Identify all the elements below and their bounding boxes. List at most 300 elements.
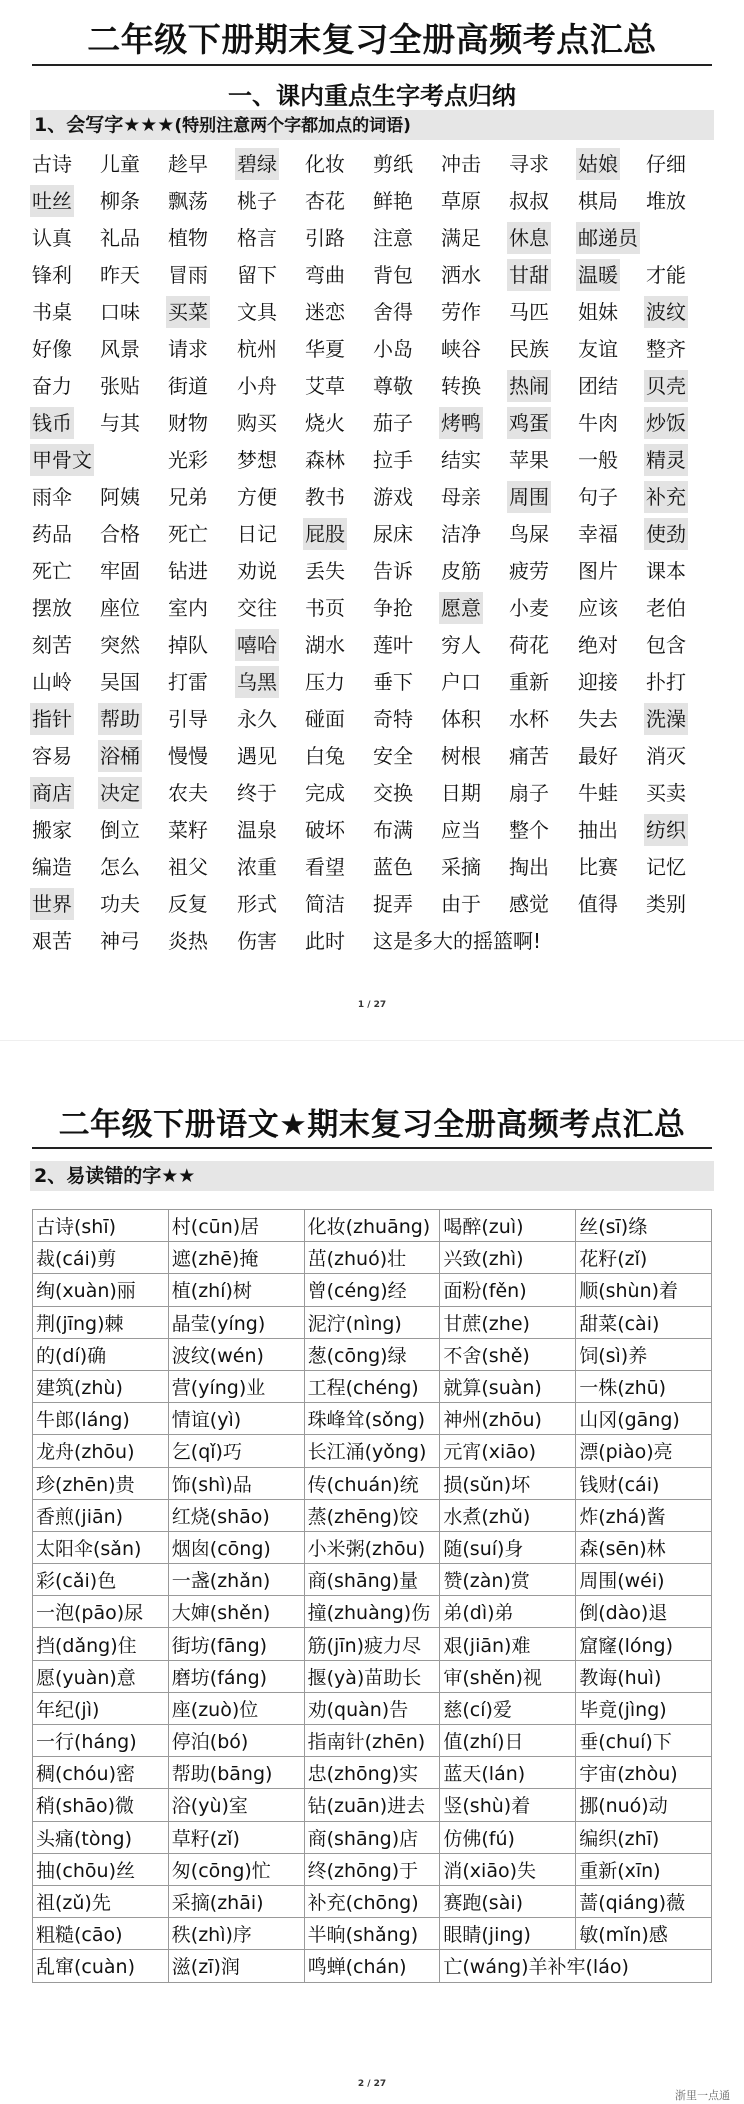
table-cell: 工程(chéng) [304, 1370, 440, 1402]
word: 类别 [646, 892, 686, 916]
table-cell: 森(sēn)林 [576, 1531, 712, 1563]
highlighted-word: 洗澡 [644, 703, 688, 735]
word: 记忆 [646, 855, 686, 879]
word: 趁早 [168, 152, 208, 176]
table-cell: 停泊(bó) [168, 1725, 304, 1757]
word: 慢慢 [168, 744, 208, 768]
word: 比赛 [578, 855, 618, 879]
table-cell: 一行(háng) [33, 1725, 169, 1757]
word: 马匹 [509, 300, 549, 324]
word: 失去 [578, 707, 618, 731]
table-cell: 劝(quàn)告 [304, 1692, 440, 1724]
table-cell: 乱窜(cuàn) [33, 1950, 169, 1982]
word: 重新 [509, 670, 549, 694]
table-cell: 裁(cái)剪 [33, 1242, 169, 1274]
table-cell: 倒(dào)退 [576, 1596, 712, 1628]
word: 农夫 [168, 781, 208, 805]
table-cell: 稍(shāo)微 [33, 1789, 169, 1821]
word: 弯曲 [305, 263, 345, 287]
table-cell: 龙舟(zhōu) [33, 1435, 169, 1467]
word: 与其 [100, 411, 140, 435]
highlighted-word: 贝壳 [644, 370, 688, 402]
table-cell: 元宵(xiāo) [440, 1435, 576, 1467]
page-1 [0, 0, 744, 1040]
word: 布满 [373, 818, 413, 842]
table-cell: 鸣蝉(chán) [304, 1950, 440, 1982]
table-cell: 一株(zhū) [576, 1370, 712, 1402]
table-cell: 面粉(fěn) [440, 1274, 576, 1306]
table-cell: 的(dí)确 [33, 1338, 169, 1370]
word: 刻苦 [32, 633, 72, 657]
word-row [30, 479, 720, 516]
word: 消灭 [646, 744, 686, 768]
word: 祖父 [168, 855, 208, 879]
table-cell: 饰(shì)品 [168, 1467, 304, 1499]
word: 阿姨 [100, 485, 140, 509]
word: 认真 [32, 226, 72, 250]
table-cell: 晶莹(yíng) [168, 1306, 304, 1338]
highlighted-word: 碧绿 [235, 148, 279, 180]
word-row [30, 331, 720, 368]
word: 树根 [441, 744, 481, 768]
page-title-2: 二年级下册语文★期末复习全册高频考点汇总 [0, 1099, 744, 1144]
word: 牛蛙 [578, 781, 618, 805]
word: 碰面 [305, 707, 345, 731]
highlighted-word: 补充 [644, 481, 688, 513]
word: 温泉 [237, 818, 277, 842]
page-2 [0, 1040, 744, 2104]
table-cell: 赞(zàn)赏 [440, 1564, 576, 1596]
table-cell: 珍(zhēn)贵 [33, 1467, 169, 1499]
table-cell: 古诗(shī) [33, 1210, 169, 1242]
word: 迷恋 [305, 300, 345, 324]
word: 编造 [32, 855, 72, 879]
table-cell: 钱财(cái) [576, 1467, 712, 1499]
table-cell: 垂(chuí)下 [576, 1725, 712, 1757]
word: 遇见 [237, 744, 277, 768]
table-cell: 情谊(yì) [168, 1403, 304, 1435]
word: 白兔 [305, 744, 345, 768]
table-cell: 值(zhí)日 [440, 1725, 576, 1757]
table-cell: 一盏(zhǎn) [168, 1564, 304, 1596]
table-cell: 教诲(huì) [576, 1660, 712, 1692]
word: 荷花 [509, 633, 549, 657]
table-cell: 补充(chōng) [304, 1885, 440, 1917]
table-cell: 乞(qǐ)巧 [168, 1435, 304, 1467]
word: 压力 [305, 670, 345, 694]
highlighted-word: 嘻哈 [235, 629, 279, 661]
word: 课本 [646, 559, 686, 583]
word: 植物 [168, 226, 208, 250]
word: 购买 [237, 411, 277, 435]
word: 莲叶 [373, 633, 413, 657]
table-cell: 指南针(zhēn) [304, 1725, 440, 1757]
table-cell: 香煎(jiān) [33, 1499, 169, 1531]
table-cell: 花籽(zǐ) [576, 1242, 712, 1274]
table-cell: 钻(zuān)进去 [304, 1789, 440, 1821]
table-cell: 挪(nuó)动 [576, 1789, 712, 1821]
word: 包含 [646, 633, 686, 657]
word: 看望 [305, 855, 345, 879]
word: 室内 [168, 596, 208, 620]
page-number-2: 2 / 27 [357, 2079, 387, 2089]
word: 日期 [441, 781, 481, 805]
table-cell: 年纪(jì) [33, 1692, 169, 1724]
table-row [33, 1210, 712, 1242]
table-cell: 甘蔗(zhe) [440, 1306, 576, 1338]
word: 杏花 [305, 189, 345, 213]
word: 采摘 [441, 855, 481, 879]
word: 财物 [168, 411, 208, 435]
page-number: 1 / 27 [357, 1000, 387, 1010]
table-cell: 弟(dì)弟 [440, 1596, 576, 1628]
word: 注意 [373, 226, 413, 250]
highlighted-word: 热闹 [507, 370, 551, 402]
word: 飘荡 [168, 189, 208, 213]
word: 钻进 [168, 559, 208, 583]
word-row [30, 405, 720, 442]
table-cell: 浴(yù)室 [168, 1789, 304, 1821]
word: 母亲 [441, 485, 481, 509]
table-row [33, 1531, 712, 1563]
word: 茄子 [373, 411, 413, 435]
word: 户口 [441, 670, 481, 694]
word: 小舟 [237, 374, 277, 398]
table-cell: 艰(jiān)难 [440, 1628, 576, 1660]
word: 浓重 [237, 855, 277, 879]
word: 日记 [237, 522, 277, 546]
highlighted-word: 姑娘 [576, 148, 620, 180]
table-cell: 波纹(wén) [168, 1338, 304, 1370]
table-row [33, 1757, 712, 1789]
table-cell: 传(chuán)统 [304, 1467, 440, 1499]
word: 好像 [32, 337, 72, 361]
word: 菜籽 [168, 818, 208, 842]
highlighted-word: 休息 [507, 222, 551, 254]
table-cell: 草籽(zǐ) [168, 1821, 304, 1853]
word: 森林 [305, 448, 345, 472]
highlighted-word: 鸡蛋 [507, 407, 551, 439]
highlighted-word: 烤鸭 [439, 407, 483, 439]
word: 疲劳 [509, 559, 549, 583]
word-row [30, 553, 720, 590]
highlighted-word: 屁股 [303, 518, 347, 550]
table-cell: 水煮(zhǔ) [440, 1499, 576, 1531]
table-cell: 彩(cǎi)色 [33, 1564, 169, 1596]
table-row [33, 1628, 712, 1660]
word: 艾草 [305, 374, 345, 398]
word-row [30, 775, 720, 812]
word-row [30, 849, 720, 886]
word: 街道 [168, 374, 208, 398]
table-cell: 毕竟(jìng) [576, 1692, 712, 1724]
word: 小麦 [509, 596, 549, 620]
highlighted-word: 周围 [507, 481, 551, 513]
table-cell: 编织(zhī) [576, 1821, 712, 1853]
table-cell: 宇宙(zhòu) [576, 1757, 712, 1789]
word: 满足 [441, 226, 481, 250]
word: 最好 [578, 744, 618, 768]
highlighted-word: 甘甜 [507, 259, 551, 291]
table-row [33, 1274, 712, 1306]
word: 风景 [100, 337, 140, 361]
table-cell: 仿佛(fú) [440, 1821, 576, 1853]
table-cell: 蓝天(lán) [440, 1757, 576, 1789]
table-cell: 荆(jīng)棘 [33, 1306, 169, 1338]
table-row [33, 1370, 712, 1402]
word: 棋局 [578, 189, 618, 213]
table-cell: 兴致(zhì) [440, 1242, 576, 1274]
subheading-misread-chars: 2、易读错的字★★ [30, 1161, 714, 1191]
word: 奋力 [32, 374, 72, 398]
table-cell: 绚(xuàn)丽 [33, 1274, 169, 1306]
word-row [30, 923, 720, 960]
table-row [33, 1660, 712, 1692]
word-grid [30, 146, 720, 960]
word: 药品 [32, 522, 72, 546]
word: 雨伞 [32, 485, 72, 509]
table-cell: 挡(dǎng)住 [33, 1628, 169, 1660]
table-row [33, 1853, 712, 1885]
table-cell: 顺(shùn)着 [576, 1274, 712, 1306]
highlighted-word: 决定 [98, 777, 142, 809]
word: 死亡 [168, 522, 208, 546]
table-cell: 蔷(qiáng)薇 [576, 1885, 712, 1917]
word: 摆放 [32, 596, 72, 620]
highlighted-word: 吐丝 [30, 185, 74, 217]
table-row [33, 1692, 712, 1724]
word: 形式 [237, 892, 277, 916]
table-cell: 村(cūn)居 [168, 1210, 304, 1242]
word: 感觉 [509, 892, 549, 916]
word: 兄弟 [168, 485, 208, 509]
table-cell: 重新(xīn) [576, 1853, 712, 1885]
word-row [30, 442, 720, 479]
table-cell: 亡(wáng)羊补牢(láo) [440, 1950, 712, 1982]
table-cell: 曾(céng)经 [304, 1274, 440, 1306]
highlighted-word: 炒饭 [644, 407, 688, 439]
table-row [33, 1564, 712, 1596]
word: 体积 [441, 707, 481, 731]
highlighted-word: 温暖 [576, 259, 620, 291]
table-cell: 商(shāng)店 [304, 1821, 440, 1853]
table-cell: 神州(zhōu) [440, 1403, 576, 1435]
word: 才能 [646, 263, 686, 287]
word: 水杯 [509, 707, 549, 731]
word-row [30, 738, 720, 775]
table-cell: 采摘(zhāi) [168, 1885, 304, 1917]
word: 垂下 [373, 670, 413, 694]
word: 锋利 [32, 263, 72, 287]
page-title: 二年级下册期末复习全册高频考点汇总 [0, 14, 744, 61]
word: 留下 [237, 263, 277, 287]
table-cell: 赛跑(sài) [440, 1885, 576, 1917]
word: 此时 [305, 929, 345, 953]
word: 劝说 [237, 559, 277, 583]
subheading-writing-words [30, 110, 714, 140]
table-cell: 随(suí)身 [440, 1531, 576, 1563]
table-cell: 泥泞(nìng) [304, 1306, 440, 1338]
word-row [30, 886, 720, 923]
highlighted-word: 买菜 [166, 296, 210, 328]
word: 死亡 [32, 559, 72, 583]
table-row [33, 1950, 712, 1982]
word-row [30, 590, 720, 627]
table-cell: 丝(sī)绦 [576, 1210, 712, 1242]
word: 烧火 [305, 411, 345, 435]
word: 告诉 [373, 559, 413, 583]
word: 冲击 [441, 152, 481, 176]
table-cell: 半晌(shǎng) [304, 1918, 440, 1950]
word: 容易 [32, 744, 72, 768]
table-row [33, 1403, 712, 1435]
table-cell: 牛郎(láng) [33, 1403, 169, 1435]
word: 仔细 [646, 152, 686, 176]
word-row [30, 664, 720, 701]
table-cell: 山冈(gāng) [576, 1403, 712, 1435]
highlighted-word: 甲骨文 [30, 444, 94, 476]
word: 杭州 [237, 337, 277, 361]
highlighted-word: 乌黑 [235, 666, 279, 698]
word: 方便 [237, 485, 277, 509]
table-cell: 建筑(zhù) [33, 1370, 169, 1402]
word: 炎热 [168, 929, 208, 953]
word: 座位 [100, 596, 140, 620]
word: 痛苦 [509, 744, 549, 768]
word: 扑打 [646, 670, 686, 694]
word: 应当 [441, 818, 481, 842]
table-cell: 抽(chōu)丝 [33, 1853, 169, 1885]
table-cell: 太阳伞(sǎn) [33, 1531, 169, 1563]
table-row [33, 1885, 712, 1917]
word: 丢失 [305, 559, 345, 583]
table-cell: 喝醉(zuì) [440, 1210, 576, 1242]
word: 争抢 [373, 596, 413, 620]
word: 鸟屎 [509, 522, 549, 546]
word: 吴国 [100, 670, 140, 694]
word: 奇特 [373, 707, 413, 731]
table-row [33, 1821, 712, 1853]
word: 洒水 [441, 263, 481, 287]
word: 尿床 [373, 522, 413, 546]
table-row [33, 1242, 712, 1274]
word: 安全 [373, 744, 413, 768]
word: 礼品 [100, 226, 140, 250]
pinyin-table [32, 1209, 712, 1983]
table-cell: 营(yíng)业 [168, 1370, 304, 1402]
table-cell: 小米粥(zhōu) [304, 1531, 440, 1563]
highlighted-word: 波纹 [644, 296, 688, 328]
word: 买卖 [646, 781, 686, 805]
word: 柳条 [100, 189, 140, 213]
highlighted-word: 商店 [30, 777, 74, 809]
word: 游戏 [373, 485, 413, 509]
word: 儿童 [100, 152, 140, 176]
table-cell: 磨坊(fáng) [168, 1660, 304, 1692]
word: 化妆 [305, 152, 345, 176]
table-cell: 窟窿(lóng) [576, 1628, 712, 1660]
highlighted-word: 指针 [30, 703, 74, 735]
word: 图片 [578, 559, 618, 583]
table-cell: 眼睛(jing) [440, 1918, 576, 1950]
table-cell: 竖(shù)着 [440, 1789, 576, 1821]
subheading-label: 1、会写字★★★ [34, 114, 175, 136]
word: 引导 [168, 707, 208, 731]
highlighted-word: 帮助 [98, 703, 142, 735]
table-row [33, 1596, 712, 1628]
word: 梦想 [237, 448, 277, 472]
word: 终于 [237, 781, 277, 805]
word: 整个 [509, 818, 549, 842]
word: 山岭 [32, 670, 72, 694]
table-cell: 稠(chóu)密 [33, 1757, 169, 1789]
word: 教书 [305, 485, 345, 509]
table-cell: 不舍(shě) [440, 1338, 576, 1370]
table-cell: 就算(suàn) [440, 1370, 576, 1402]
word: 反复 [168, 892, 208, 916]
word: 简洁 [305, 892, 345, 916]
word: 牢固 [100, 559, 140, 583]
table-cell: 大婶(shěn) [168, 1596, 304, 1628]
word: 完成 [305, 781, 345, 805]
table-cell: 座(zuò)位 [168, 1692, 304, 1724]
highlighted-word: 钱币 [30, 407, 74, 439]
word: 合格 [100, 522, 140, 546]
table-cell: 长江涌(yǒng) [304, 1435, 440, 1467]
word: 捉弄 [373, 892, 413, 916]
table-cell: 遮(zhē)掩 [168, 1242, 304, 1274]
word: 姐妹 [578, 300, 618, 324]
table-cell: 审(shěn)视 [440, 1660, 576, 1692]
table-cell: 珠峰耸(sǒng) [304, 1403, 440, 1435]
table-row [33, 1435, 712, 1467]
word: 冒雨 [168, 263, 208, 287]
word-row [30, 146, 720, 183]
table-cell: 化妆(zhuāng) [304, 1210, 440, 1242]
word: 扇子 [509, 781, 549, 805]
word: 桃子 [237, 189, 277, 213]
word: 交换 [373, 781, 413, 805]
word: 一般 [578, 448, 618, 472]
word: 口味 [100, 300, 140, 324]
word: 古诗 [32, 152, 72, 176]
word: 友谊 [578, 337, 618, 361]
word: 尊敬 [373, 374, 413, 398]
table-row [33, 1306, 712, 1338]
table-cell: 商(shāng)量 [304, 1564, 440, 1596]
table-row [33, 1789, 712, 1821]
table-cell: 敏(mǐn)感 [576, 1918, 712, 1950]
word: 文具 [237, 300, 277, 324]
word: 怎么 [100, 855, 140, 879]
word-row [30, 183, 720, 220]
table-row [33, 1467, 712, 1499]
table-cell: 周围(wéi) [576, 1564, 712, 1596]
word: 书页 [305, 596, 345, 620]
word: 舍得 [373, 300, 413, 324]
table-cell: 街坊(fāng) [168, 1628, 304, 1660]
highlighted-word: 精灵 [644, 444, 688, 476]
word-row [30, 294, 720, 331]
word: 苹果 [509, 448, 549, 472]
word: 穷人 [441, 633, 481, 657]
word-row [30, 812, 720, 849]
table-cell: 烟囱(cōng) [168, 1531, 304, 1563]
table-row [33, 1918, 712, 1950]
section-title: 一、课内重点生字考点归纳 [228, 82, 516, 110]
word: 团结 [578, 374, 618, 398]
table-cell: 蒸(zhēng)饺 [304, 1499, 440, 1531]
